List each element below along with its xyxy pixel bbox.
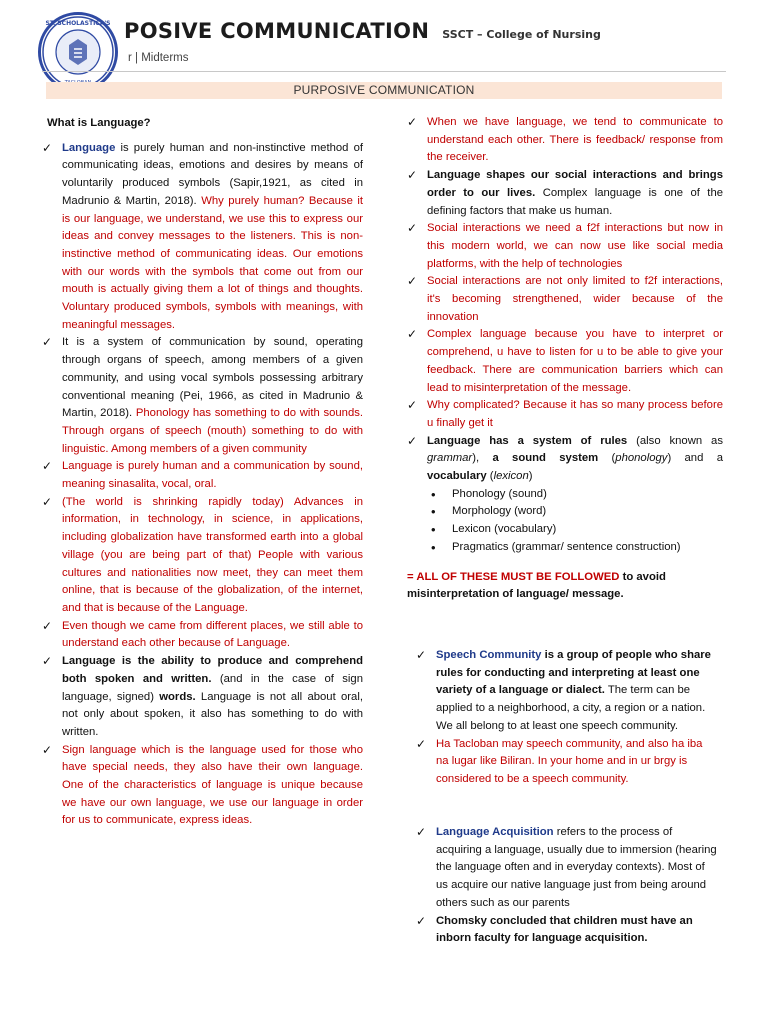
item-note: Social interactions we need a f2f interactions but now in this modern world, we can now use like social media platforms, with the help of technologies [427,222,723,270]
checkmark-icon: ✓ [407,433,418,448]
title-text: POSIVE COMMUNICATION [124,19,430,43]
checkmark-icon: ✓ [416,736,427,751]
item-note: Complex language because you have to interpret or comprehend, u have to listen for u to be able to give your feedback. There are communication barriers which can lead to misinterpretation of the message. [427,328,723,394]
term-language-acquisition: Language Acquisition [436,826,554,838]
list-item [38,494,363,618]
list-item [38,334,363,458]
item-note: Sign language which is the language used for those who have special needs, they also have their own language. One of the characteristics of language is unique because we have our own language, we use our language in order for us to communicate, express ideas. [62,743,363,827]
item-note: Ha Tacloban may speech community, and also ha iba na lugar like Biliran. In your home and in ur brgy is considered to be a speech community. [436,737,703,785]
section-heading: What is Language? [47,117,151,129]
school-name: SSCT – College of Nursing [442,28,601,41]
item-text: The term can be applied to a neighborhood, a city, a region or a nation. We all belong to at least one speech community. [436,684,706,732]
item-text: ) and a [667,452,723,465]
item-bold-text: vocabulary [427,470,487,483]
checkmark-icon: ✓ [407,168,418,183]
item-note: Language is purely human and a communication by sound, meaning sinasalita, vocal, oral. [62,460,363,491]
item-bold-text: Language is the ability to produce and comprehend both spoken and written. [62,655,363,685]
term-speech-community: Speech Community [436,649,542,661]
header-divider [42,71,726,72]
item-text: (and in the case of sign language, signed) [62,672,363,703]
list-item [412,824,718,913]
list-item [38,742,363,831]
left-column [38,115,363,830]
list-item [403,326,723,397]
item-note: Even though we came from different places, we still able to understand each other because of Language. [62,619,363,650]
svg-text:ST. SCHOLASTICA'S: ST. SCHOLASTICA'S [45,20,111,27]
checkmark-icon: ✓ [407,115,418,129]
item-bold-text: words. [159,690,196,703]
list-item: • Pragmatics (grammar/ sentence construction) [431,539,723,557]
checkmark-icon: ✓ [42,140,53,155]
list-item [38,653,363,742]
list-item: • Phonology (sound) [431,486,723,504]
item-note: (The world is shrinking rapidly today) Advances in information, in technology, in science, in applications, including globalization have transformed earth into a global village (you are being part of that) People with various cultures and nationalities now meet, they can meet them online, that is because of the globalization, of the internet, and that is because of the Language. [62,495,363,614]
item-text: Language is not all about oral, not only about spoken, it also has something to do with written. [62,690,363,738]
item-note: Social interactions are not only limited to f2f interactions, it's becoming strengthened, wider because of the innovation [427,275,723,323]
list-item [412,913,718,948]
term-language: Language [62,141,116,154]
section-banner: PURPOSIVE COMMUNICATION [46,82,722,99]
checkmark-icon: ✓ [42,618,53,633]
item-text: ( [486,470,494,483]
list-item [403,114,723,167]
list-item [403,273,723,326]
checkmark-icon: ✓ [42,742,53,757]
list-item [403,433,723,486]
list-item [412,647,718,736]
speech-community-section [412,647,718,789]
checkmark-icon: ✓ [407,274,418,289]
language-acquisition-section [412,824,718,948]
item-text: It is a system of communication by sound, operating through organs of speech, among members of a given community, and using vocal symbols possessing arbitrary conventional meaning (Pei, 1966, as cited in Madrunio & Martin, 2018). [62,336,363,420]
checkmark-icon: ✓ [42,459,53,474]
item-italic-text: grammar [427,452,473,465]
list-item [403,397,723,432]
item-bold-text: a sound system [492,452,599,465]
item-note: Why purely human? Because it is our language, we understand, we use this to express our ideas and convey messages to the listeners. This is non-instinctive method of communicating ideas. Our emotions with our words with the symbols that come out from our mouth is actually giving them a lot of things and thoughts. Voluntary produced symbols, symbols with meanings, with meaningful messages. [62,194,364,331]
checkmark-icon: ✓ [407,327,418,342]
list-item [38,140,363,335]
list-item: • Morphology (word) [431,503,723,521]
item-bold-text: is a group of people who share rules for conducting and interpreting at least one variety of a language or dialect. [436,649,711,697]
document-title [124,19,601,43]
checkmark-icon: ✓ [416,648,427,662]
item-bold-text: Language shapes our social interactions and brings order to our lives. [427,169,723,199]
item-text: Complex language is one of the defining factors that make us human. [427,186,724,217]
list-item [403,220,723,273]
item-text: ), [472,452,493,465]
college-seal-logo [38,12,118,92]
list-item [403,167,723,220]
item-italic-text: lexicon [493,470,529,483]
item-text: refers to the process of acquiring a language, usually due to immersion (hearing the language often and in everyday contexts). Most of us acquire our native language just from being around others such as our parents [436,826,717,909]
list-item [38,618,363,653]
language-components-list [403,486,723,557]
item-note: Why complicated? Because it has so many process before u finally get it [427,399,723,429]
item-note: Phonology has something to do with sounds. Through organs of speech (mouth) something to do with linguistic. Among members of a given community [62,407,364,455]
checkmark-icon: ✓ [407,221,418,236]
item-text: is purely human and non-instinctive method of communicating ideas, emotions and desires by means of voluntarily produced symbols (Sapir,1921, as cited in Madrunio & Martin, 2018). [62,141,363,207]
item-italic-text: phonology [615,452,668,465]
term-label: r | Midterms [128,52,189,64]
item-text: (also known as [627,434,723,447]
checkmark-icon: ✓ [416,913,427,928]
item-text: ( [598,452,616,465]
item-note: When we have language, we tend to communicate to understand each other. There is feedback/ response from the receiver. [427,116,723,164]
checkmark-icon: ✓ [407,398,418,413]
note-text: to avoid misinterpretation of language/ message. [407,570,666,601]
rules-note [403,569,723,604]
list-item: • Lexicon (vocabulary) [431,521,723,539]
item-bold-text: Language has a system of rules [427,434,628,447]
note-emphasis: = ALL OF THESE MUST BE FOLLOWED [407,570,620,583]
list-item [412,736,718,789]
right-column [403,114,723,604]
checkmark-icon: ✓ [416,825,427,839]
checkmark-icon: ✓ [42,654,53,669]
list-item [38,458,363,493]
item-bold-text: Chomsky concluded that children must have an inborn faculty for language acquisition. [436,914,693,945]
checkmark-icon: ✓ [42,494,53,509]
checkmark-icon: ✓ [42,335,53,350]
item-text: ) [528,470,533,483]
